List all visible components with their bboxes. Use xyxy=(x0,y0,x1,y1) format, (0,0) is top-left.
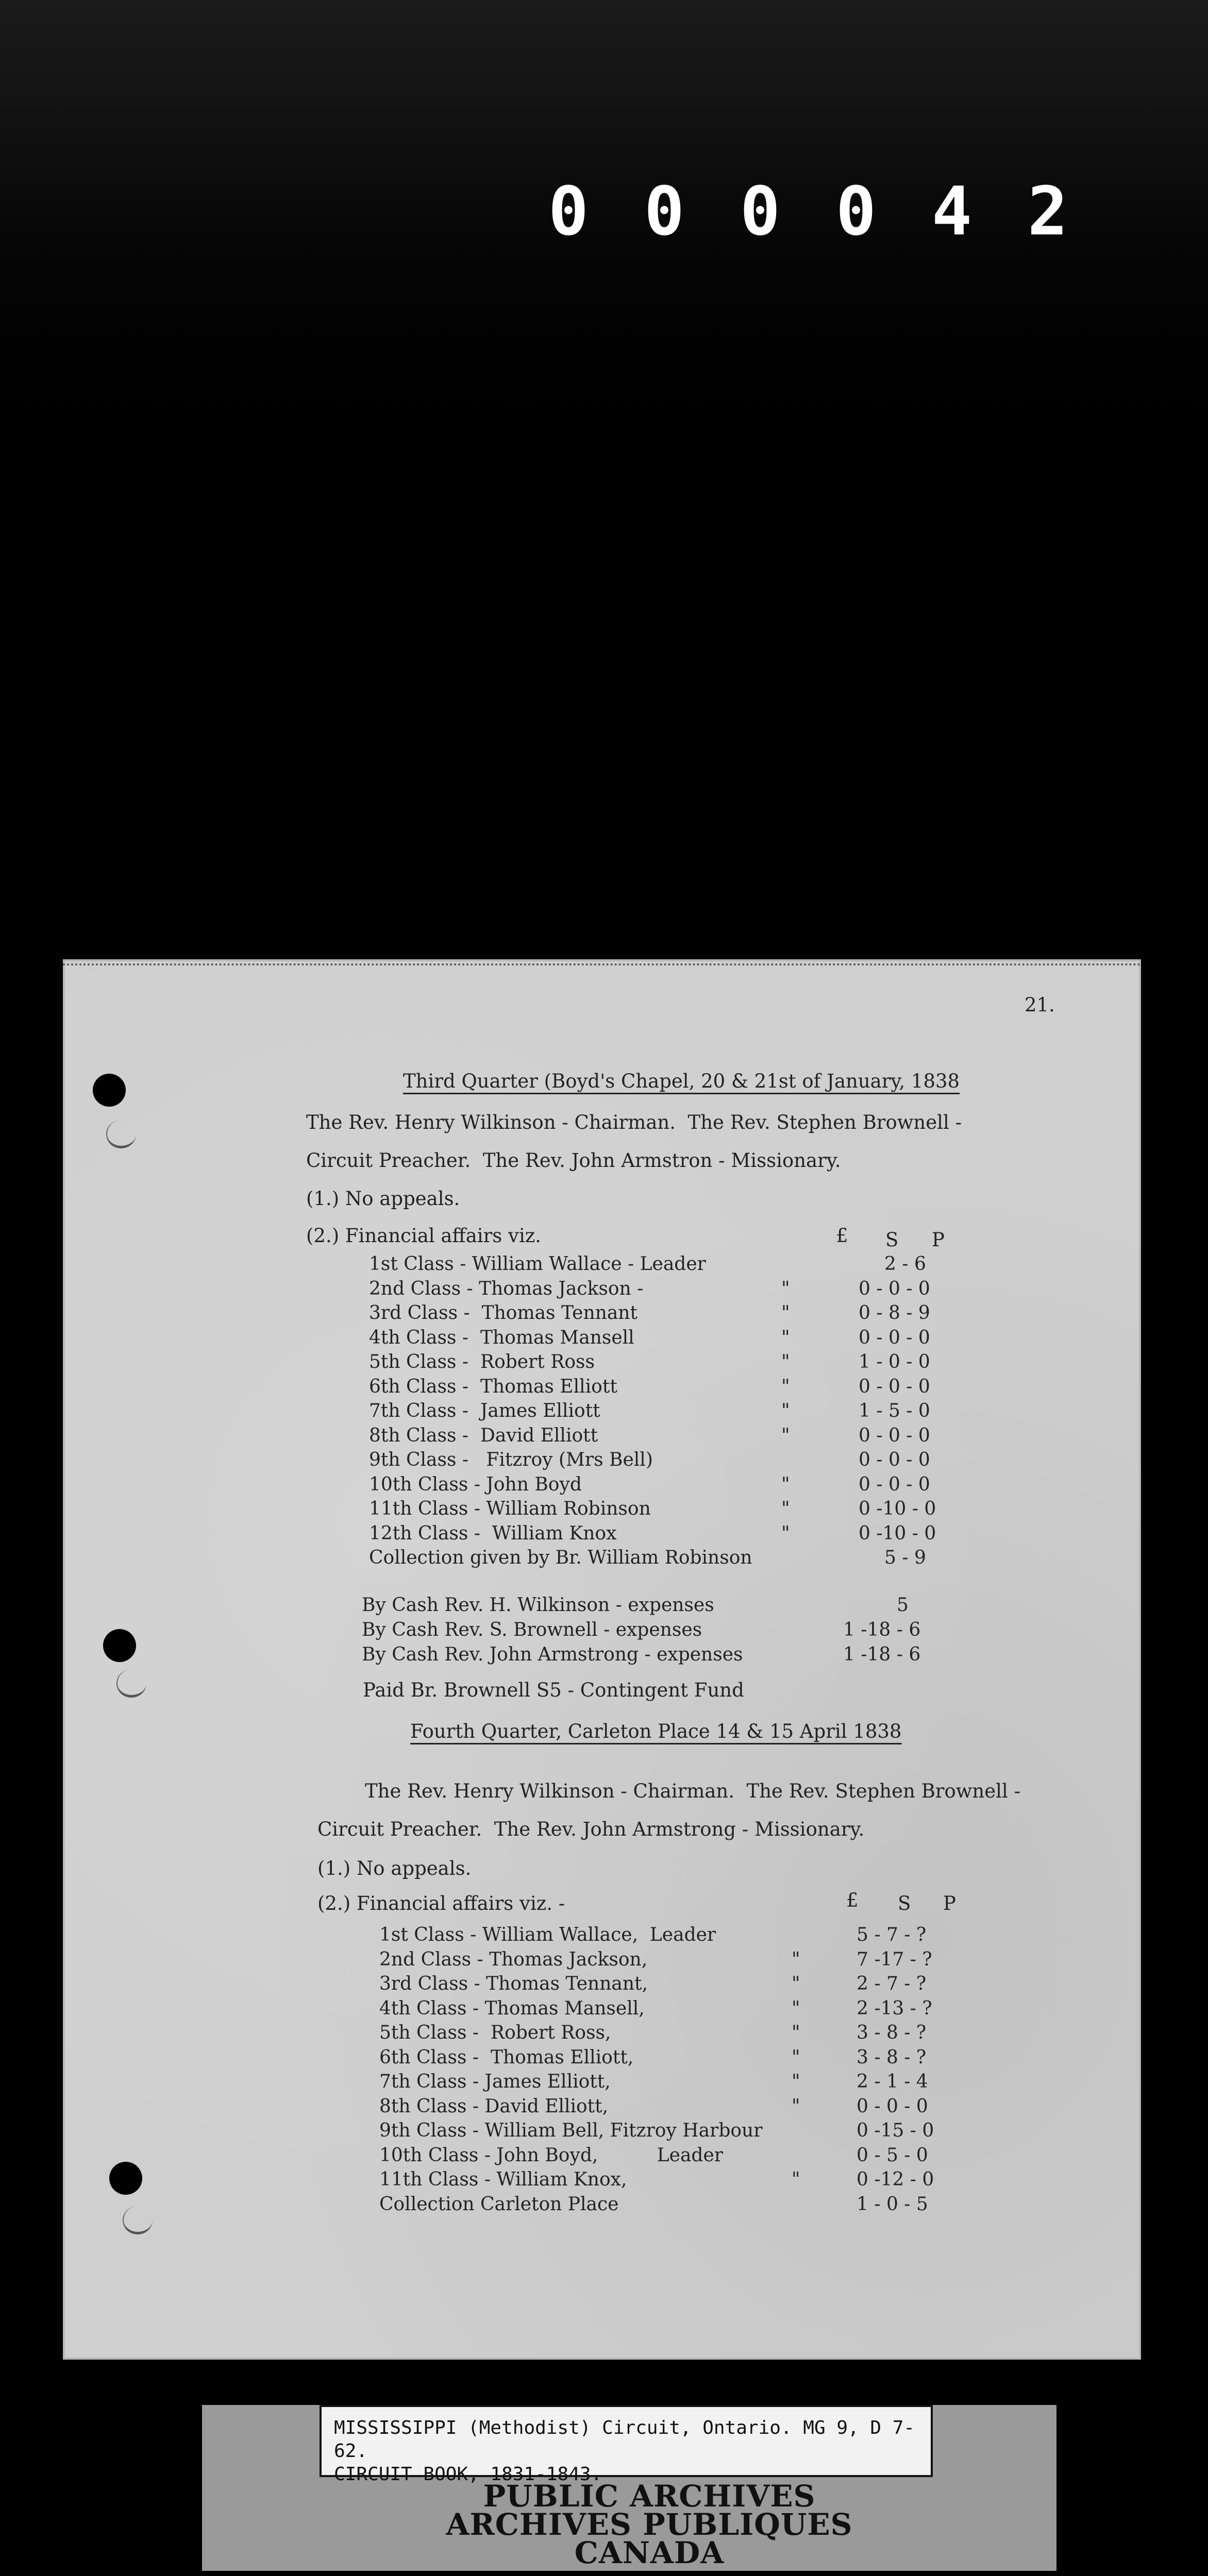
third-quarter-line2: Circuit Preacher. The Rev. John Armstron - Missionary. xyxy=(306,1149,841,1172)
ditto-mark: " xyxy=(781,1302,790,1324)
ditto-mark: " xyxy=(792,2169,800,2190)
punch-hole xyxy=(93,1074,126,1107)
archives-stamp-line2: ARCHIVES PUBLIQUES xyxy=(446,2507,853,2543)
archives-stamp-line1: PUBLIC ARCHIVES xyxy=(483,2479,816,2514)
ledger-row xyxy=(379,2048,1090,2071)
frame-digit: 4 xyxy=(931,172,975,250)
ditto-mark: " xyxy=(792,1948,800,1970)
ledger-row-label: 4th Class - Thomas Mansell xyxy=(369,1327,634,1348)
ditto-mark: " xyxy=(781,1473,790,1495)
ledger-row-amount: 0 - 0 - 0 xyxy=(859,1278,930,1299)
ledger-row xyxy=(369,1378,1080,1400)
third-quarter-item1: (1.) No appeals. xyxy=(306,1188,460,1210)
document-page xyxy=(63,959,1141,2360)
ditto-mark: " xyxy=(792,2046,800,2068)
shillings-column-header: S xyxy=(898,1892,911,1914)
ledger-row-label: 8th Class - David Elliott, xyxy=(379,2095,609,2117)
ledger-row xyxy=(379,2195,1090,2218)
ledger-row xyxy=(362,1646,1073,1668)
frame-digit: 0 xyxy=(644,172,687,250)
ledger-row-amount: 2 - 1 - 4 xyxy=(857,2071,928,2092)
ledger-row-amount: 1 -18 - 6 xyxy=(843,1644,921,1665)
ledger-row-label: By Cash Rev. H. Wilkinson - expenses xyxy=(362,1595,714,1616)
ditto-mark: " xyxy=(792,1973,800,1994)
ledger-row xyxy=(379,2073,1090,2095)
ledger-row-amount: 0 -10 - 0 xyxy=(859,1522,936,1544)
ledger-row-amount: 0 - 0 - 0 xyxy=(857,2095,928,2117)
ledger-row-label: Collection Carleton Place xyxy=(379,2193,619,2215)
ledger-row xyxy=(369,1402,1080,1425)
ledger-row-label: 6th Class - Thomas Elliott xyxy=(369,1376,617,1397)
frame-digit: 2 xyxy=(1027,172,1070,250)
ledger-row-amount: 0 - 5 - 0 xyxy=(857,2144,928,2166)
ledger-row-amount: 7 -17 - ? xyxy=(857,1948,932,1970)
ledger-row-label: 5th Class - Robert Ross xyxy=(369,1351,595,1372)
ledger-row xyxy=(369,1549,1080,1571)
fourth-quarter-line1: The Rev. Henry Wilkinson - Chairman. The Rev. Stephen Brownell - xyxy=(365,1780,1021,1802)
ledger-row-label: 7th Class - James Elliott xyxy=(369,1400,600,1421)
archives-stamp-line3: CANADA xyxy=(574,2535,725,2571)
ledger-row xyxy=(369,1500,1080,1522)
ledger-row-label: 5th Class - Robert Ross, xyxy=(379,2022,611,2043)
ledger-row-label: 3rd Class - Thomas Tennant xyxy=(369,1302,637,1324)
ledger-row-amount: 0 - 0 - 0 xyxy=(859,1473,930,1495)
pence-column-header: P xyxy=(932,1229,945,1251)
ledger-row-label: 1st Class - William Wallace - Leader xyxy=(369,1253,706,1275)
page-torn-edge xyxy=(63,963,1141,973)
ledger-row xyxy=(369,1524,1080,1547)
ledger-row-label: 10th Class - John Boyd, Leader xyxy=(379,2144,723,2166)
ledger-row xyxy=(379,2146,1090,2169)
ledger-row-amount: 0 - 0 - 0 xyxy=(859,1425,930,1446)
ledger-row xyxy=(379,2171,1090,2193)
ledger-row-label: By Cash Rev. S. Brownell - expenses xyxy=(362,1619,702,1640)
ledger-row xyxy=(379,1948,1090,1973)
ledger-row xyxy=(369,1304,1080,1327)
ledger-row xyxy=(379,1926,1090,1948)
ledger-row-amount: 0 -15 - 0 xyxy=(857,2120,934,2141)
ledger-row-amount: 0 - 0 - 0 xyxy=(859,1376,930,1397)
ledger-row-amount: 3 - 8 - ? xyxy=(857,2046,927,2068)
ledger-row-label: 11th Class - William Robinson xyxy=(369,1498,651,1519)
ledger-row-amount: 0 - 0 - 0 xyxy=(859,1449,930,1470)
ledger-row-amount: 0 -12 - 0 xyxy=(857,2169,934,2190)
page-number: 21. xyxy=(1025,994,1055,1016)
ledger-row-amount: 1 - 5 - 0 xyxy=(859,1400,930,1421)
ditto-mark: " xyxy=(781,1522,790,1544)
ledger-row-label: 4th Class - Thomas Mansell, xyxy=(379,1997,645,2019)
ledger-row-label: 8th Class - David Elliott xyxy=(369,1425,598,1446)
ditto-mark: " xyxy=(781,1400,790,1421)
ledger-row-amount: 5 xyxy=(897,1595,909,1616)
paid-note: Paid Br. Brownell S5 - Contingent Fund xyxy=(363,1679,744,1701)
third-quarter-heading: Third Quarter (Boyd's Chapel, 20 & 21st of January, 1838 xyxy=(403,1070,960,1092)
ledger-row xyxy=(369,1353,1080,1376)
frame-digit: 0 xyxy=(740,172,783,250)
ledger-row-label: Collection given by Br. William Robinson xyxy=(369,1547,752,1568)
ledger-row xyxy=(379,1999,1090,2022)
ledger-row-label: 6th Class - Thomas Elliott, xyxy=(379,2046,634,2068)
ledger-row xyxy=(362,1596,1073,1619)
ledger-row-label: 11th Class - William Knox, xyxy=(379,2169,627,2190)
third-quarter-item2: (2.) Financial affairs viz. xyxy=(306,1225,542,1247)
ledger-row xyxy=(369,1427,1080,1449)
fourth-quarter-line2: Circuit Preacher. The Rev. John Armstrong - Missionary. xyxy=(317,1818,865,1840)
third-quarter-line1: The Rev. Henry Wilkinson - Chairman. The Rev. Stephen Brownell - xyxy=(306,1111,962,1133)
ledger-row-label: 10th Class - John Boyd xyxy=(369,1473,582,1495)
shillings-column-header: S xyxy=(885,1229,899,1251)
ledger-row xyxy=(379,2097,1090,2120)
ditto-mark: " xyxy=(781,1376,790,1397)
pound-column-header: £ xyxy=(836,1225,848,1247)
ditto-mark: " xyxy=(792,1997,800,2019)
ledger-row xyxy=(369,1329,1080,1351)
ledger-row xyxy=(369,1473,1080,1498)
ledger-row xyxy=(379,2024,1090,2046)
ledger-row-amount: 0 - 8 - 9 xyxy=(859,1302,930,1324)
punch-hole xyxy=(109,2162,142,2195)
ledger-row-amount: 0 -10 - 0 xyxy=(859,1498,936,1519)
ledger-row-label: 3rd Class - Thomas Tennant, xyxy=(379,1973,648,1994)
ditto-mark: " xyxy=(781,1351,790,1372)
ditto-mark: " xyxy=(781,1278,790,1299)
ledger-row xyxy=(362,1621,1073,1643)
pound-column-header: £ xyxy=(846,1889,859,1911)
frame-digit: 0 xyxy=(548,172,591,250)
frame-number xyxy=(536,172,1082,250)
pence-column-header: P xyxy=(943,1892,956,1914)
ledger-row-amount: 1 - 0 - 0 xyxy=(859,1351,930,1372)
ledger-row-label: By Cash Rev. John Armstrong - expenses xyxy=(362,1644,743,1665)
ditto-mark: " xyxy=(792,2071,800,2092)
ditto-mark: " xyxy=(792,2095,800,2117)
fourth-quarter-item1: (1.) No appeals. xyxy=(317,1857,472,1879)
ditto-mark: " xyxy=(781,1498,790,1519)
ledger-row-amount: 2 -13 - ? xyxy=(857,1997,932,2019)
ledger-row xyxy=(369,1451,1080,1473)
ledger-row-label: 2nd Class - Thomas Jackson, xyxy=(379,1948,648,1970)
ledger-row-amount: 0 - 0 - 0 xyxy=(859,1327,930,1348)
ditto-mark: " xyxy=(792,2022,800,2043)
catalog-label-line1: MISSISSIPPI (Methodist) Circuit, Ontario. MG 9, D 7-62. xyxy=(334,2417,915,2462)
fourth-quarter-heading: Fourth Quarter, Carleton Place 14 & 15 April 1838 xyxy=(410,1720,902,1742)
ledger-row-amount: 2 - 6 xyxy=(884,1253,926,1275)
ditto-mark: " xyxy=(781,1327,790,1348)
punch-hole-shadow xyxy=(106,1120,136,1148)
frame-digit: 0 xyxy=(835,172,879,250)
ledger-row-amount: 1 - 0 - 5 xyxy=(857,2193,928,2215)
ledger-row-label: 2nd Class - Thomas Jackson - xyxy=(369,1278,644,1299)
ledger-row-label: 1st Class - William Wallace, Leader xyxy=(379,1924,716,1945)
ledger-row xyxy=(379,1975,1090,1997)
ledger-row-amount: 2 - 7 - ? xyxy=(857,1973,927,1994)
punch-hole-shadow xyxy=(116,1669,146,1698)
catalog-label xyxy=(320,2405,933,2485)
ledger-row-label: 9th Class - William Bell, Fitzroy Harbour xyxy=(379,2120,763,2141)
ditto-mark: " xyxy=(781,1425,790,1446)
ledger-row-label: 9th Class - Fitzroy (Mrs Bell) xyxy=(369,1449,653,1470)
ledger-row-amount: 3 - 8 - ? xyxy=(857,2022,927,2043)
ledger-row-amount: 1 -18 - 6 xyxy=(843,1619,921,1640)
ledger-row-amount: 5 - 7 - ? xyxy=(857,1924,927,1945)
ledger-row-label: 12th Class - William Knox xyxy=(369,1522,617,1544)
fourth-quarter-item2: (2.) Financial affairs viz. - xyxy=(317,1892,565,1914)
archives-stamp xyxy=(392,2479,907,2571)
ledger-row xyxy=(379,2122,1090,2144)
ledger-row xyxy=(369,1280,1080,1302)
ledger-row xyxy=(369,1255,1080,1278)
punch-hole xyxy=(103,1629,136,1662)
punch-hole-shadow xyxy=(123,2206,153,2234)
ledger-row-label: 7th Class - James Elliott, xyxy=(379,2071,611,2092)
ledger-row-amount: 5 - 9 xyxy=(884,1547,926,1568)
catalog-label-line2: CIRCUIT BOOK, 1831-1843. xyxy=(334,2464,602,2485)
